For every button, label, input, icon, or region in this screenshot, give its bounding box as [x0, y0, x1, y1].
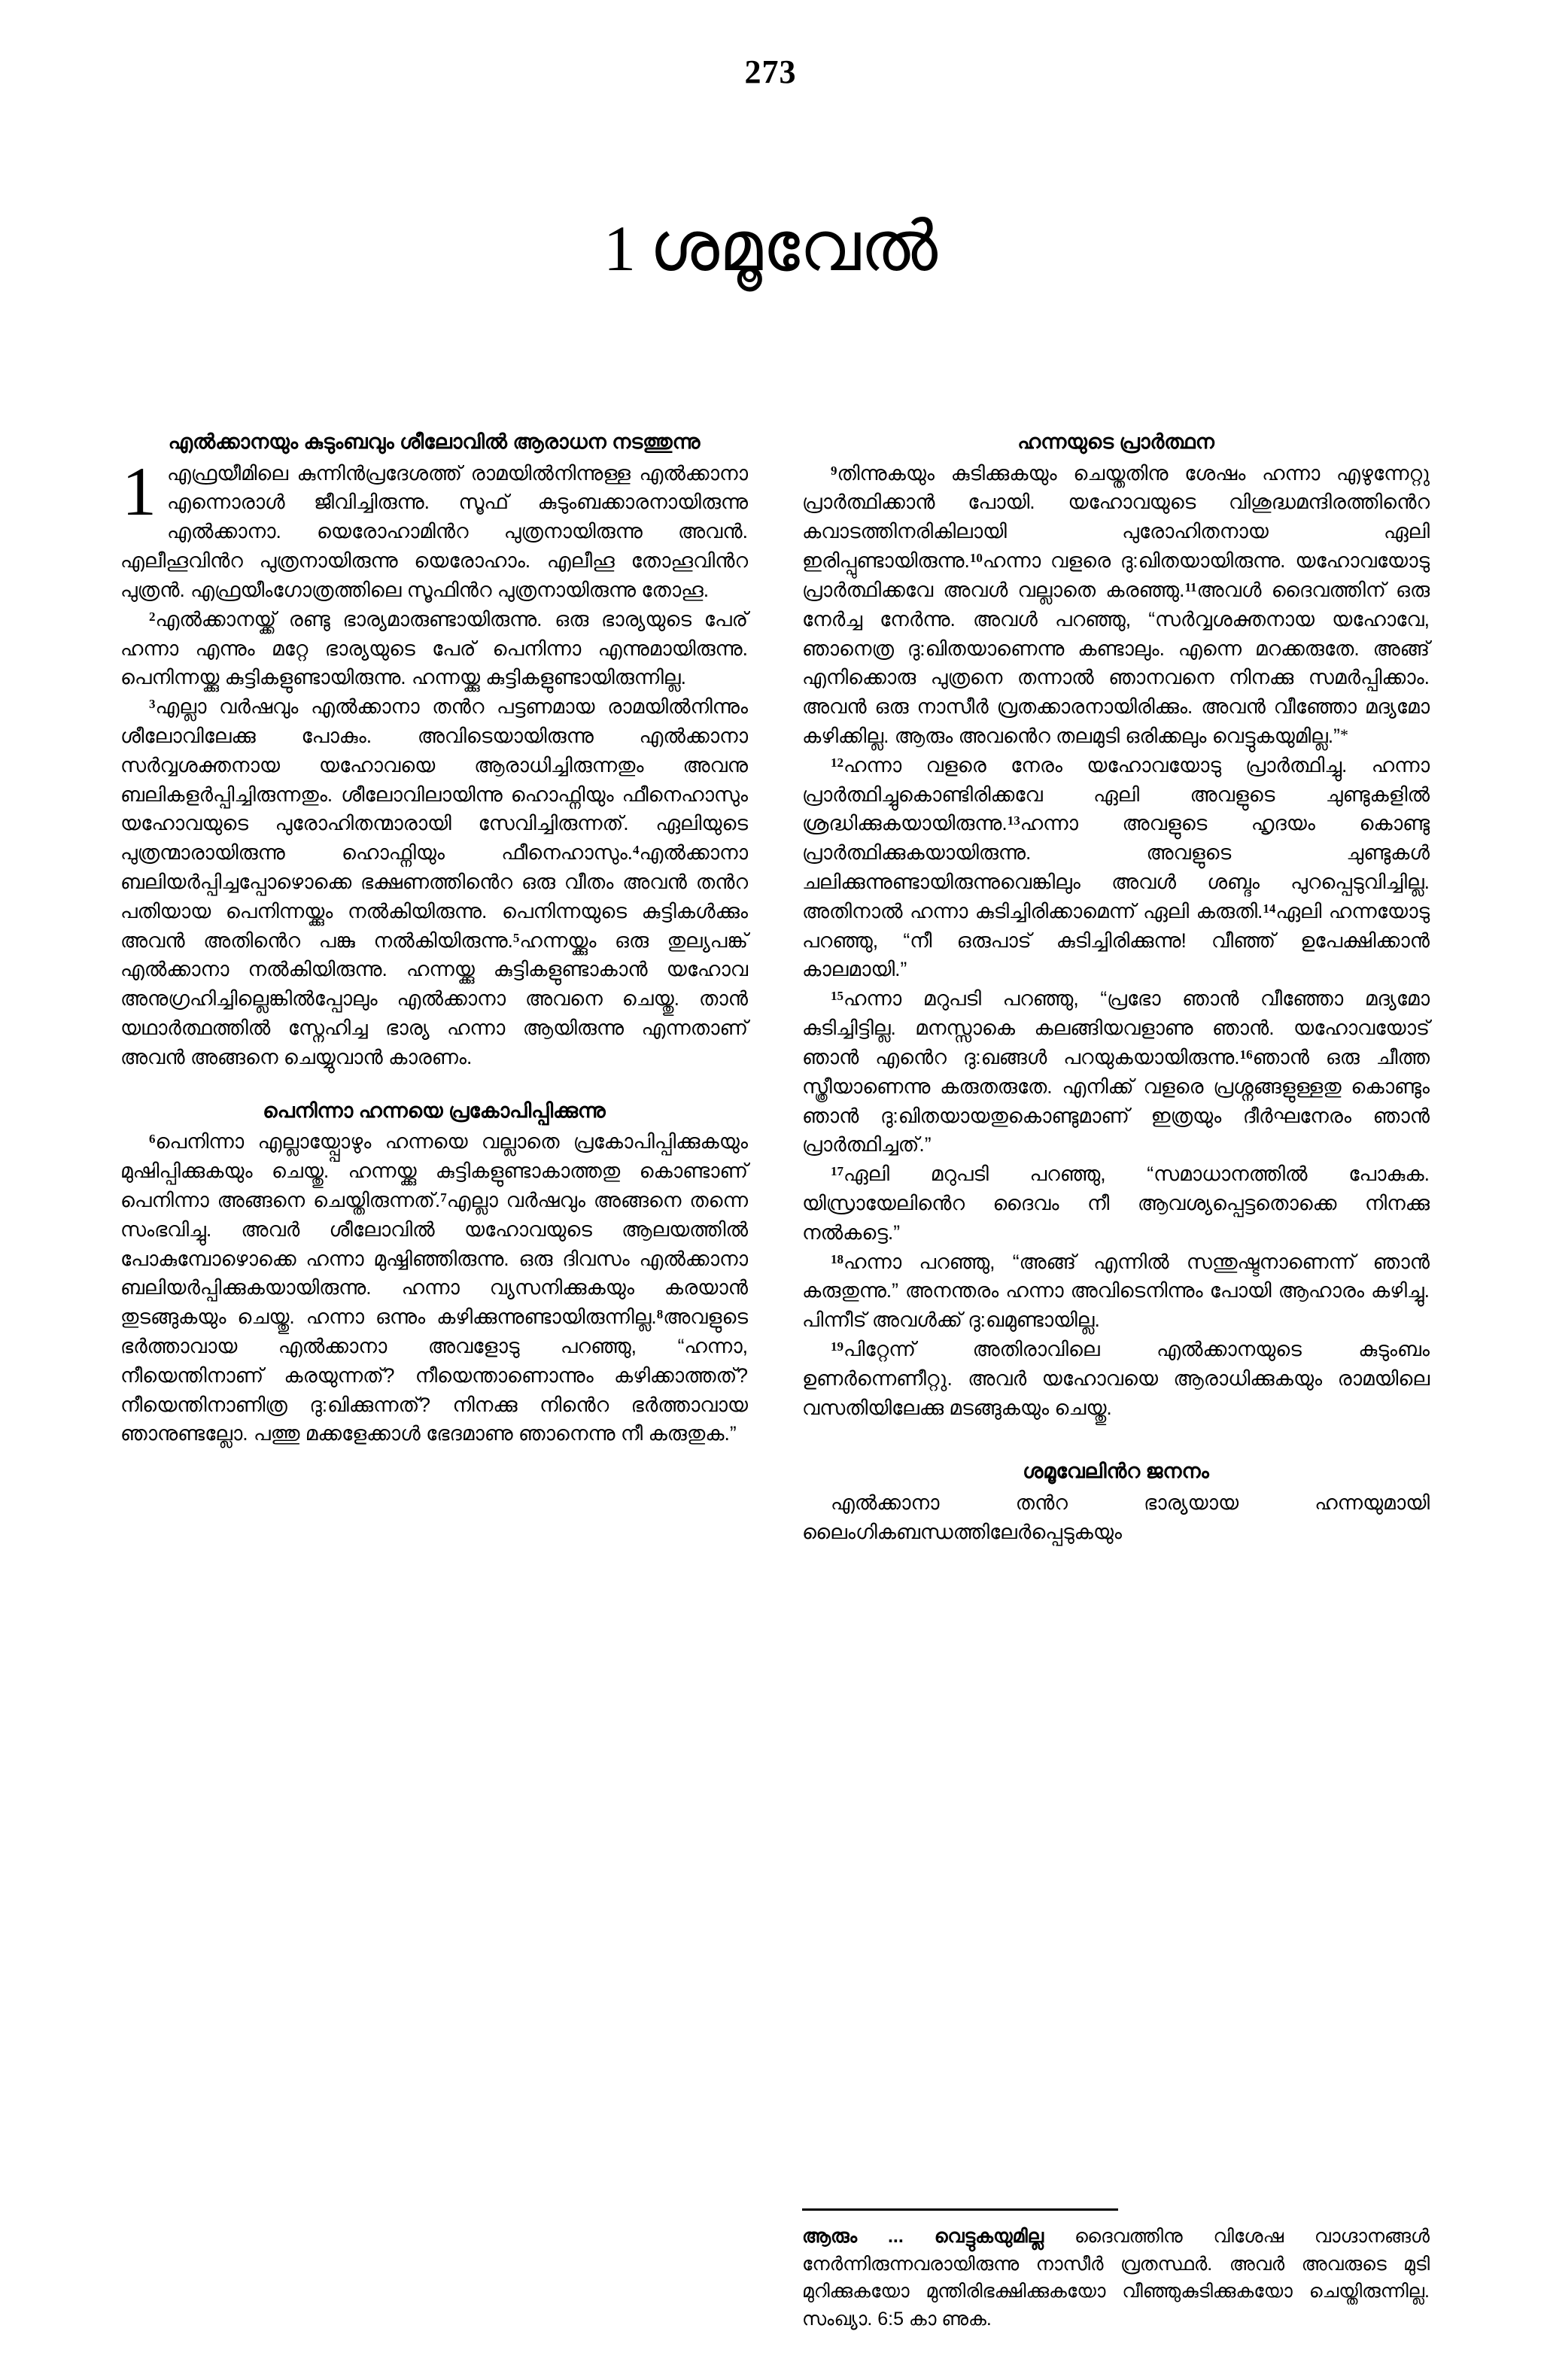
- verse-number: 16: [1239, 1047, 1253, 1062]
- verse-paragraph: [802, 1335, 1430, 1422]
- footnote-lemma: ആരും ... വെട്ടുകയുമില്ല: [802, 2226, 1044, 2247]
- verse-paragraph: [802, 1488, 1430, 1547]
- verse-text: ഹന്നാ അവളുടെ ഹൃദയം കൊണ്ടു പ്രാർത്ഥിക്കുകയായിരുന്നു. അവളുടെ ചുണ്ടുകൾ ചലിക്കുന്നുണ്ടായിരുന്നുവെങ്കിലും അവൾ ശബ്ദം പുറപ്പെടുവിച്ചില്ല. അതിനാൽ ഹന്നാ കുടിച്ചിരിക്കാമെന്ന് ഏലി കരുതി.: [802, 812, 1430, 923]
- text-columns: [120, 429, 1430, 2333]
- verse-text: എല്ലാ വർഷവും എൽക്കാനാ തൻറ പട്ടണമായ രാമയിൽനിന്നും ശീലോവിലേക്കു പോകും. അവിടെയായിരുന്നു എൽക്കാനാ സർവ്വശക്തനായ യഹോവയെ ആരാധിച്ചിരുന്നതും അവനു ബലികളർപ്പിച്ചിരുന്നതും. ശീലോവിലായിന്നു ഹൊഫ്നിയും ഫീനെഹാസും യഹോവയുടെ പുരോഹിതന്മാരായി സേവിച്ചിരുന്നത്. ഏലിയുടെ പുത്രന്മാരായിരുന്നു ഹൊഫ്നിയും ഫീനെഹാസും.: [120, 695, 748, 865]
- verse-paragraph: [802, 984, 1430, 1160]
- chapter-number-dropcap: 1: [122, 452, 157, 530]
- footnote-divider: [802, 2208, 1118, 2211]
- verse-number: 8: [656, 1307, 664, 1322]
- verse-number: 2: [149, 609, 156, 624]
- verse-text: ഹന്നാ പറഞ്ഞു, “അങ്ങ് എന്നിൽ സന്തുഷ്ടനാണെന്ന് ഞാൻ കരുതുന്നു.” അനന്തരം ഹന്നാ അവിടെനിന്നും പോയി ആഹാരം കഴിച്ചു. പിന്നീട് അവൾക്ക് ദു:ഖമുണ്ടായില്ല.: [802, 1250, 1430, 1332]
- verse-text: ഹന്നാ വളരെ നേരം യഹോവയോടു പ്രാർത്ഥിച്ചു. ഹന്നാ പ്രാർത്ഥിച്ചുകൊണ്ടിരിക്കവേ ഏലി അവളുടെ ചുണ്ടുകളിൽ ശ്രദ്ധിക്കുകയായിരുന്നു.: [802, 753, 1430, 835]
- verse-number: 14: [1263, 901, 1276, 916]
- verse-text: അവളുടെ ഭർത്താവായ എൽക്കാനാ അവളോടു പറഞ്ഞു, “ഹന്നാ, നീയെന്തിനാണ് കരയുന്നത്? നീയെന്താണൊന്നും കഴിക്കാത്തത്? നീയെന്തിനാണിത്ര ദു:ഖിക്കുന്നത്? നിനക്കു നിൻെറ ഭർത്താവായ ഞാനുണ്ടല്ലോ. പത്തു മക്കളേക്കാൾ ഭേദമാണു ഞാനെന്നു നീ കരുതുക.”: [120, 1306, 748, 1445]
- verse-number: 5: [512, 930, 520, 945]
- verse-text: എൽക്കാനാ തൻറ ഭാര്യയായ ഹന്നയുമായി ലൈംഗികബന്ധത്തിലേർപ്പെടുകയും: [802, 1491, 1430, 1543]
- footnote-body: ദൈവത്തിനു വിശേഷ വാഗ്ദാനങ്ങൾ നേർന്നിരുന്നവരായിരുന്നു നാസീർ വ്രതസ്ഥർ. അവർ അവരുടെ മുടി മുറിക്കുകയോ മുന്തിരിഭക്ഷിക്കുകയോ വീഞ്ഞുകുടിക്കുകയോ ചെയ്തിരുന്നില്ല. സംഖ്യാ. 6:5 കാ ണുക.: [802, 2226, 1430, 2330]
- verse-number: 13: [1007, 813, 1020, 828]
- verse-number: 15: [831, 989, 843, 1004]
- verse-paragraph: [802, 1248, 1430, 1335]
- verse-text: പിറ്റേന്ന് അതിരാവിലെ എൽക്കാനയുടെ കുടുംബം ഉണർന്നെണീറ്റു. അവർ യഹോവയെ ആരാധിക്കുകയും രാമയിലെ വസതിയിലേക്കു മടങ്ങുകയും ചെയ്തു.: [802, 1338, 1430, 1419]
- verse-number: 18: [831, 1251, 843, 1266]
- verse-number: 10: [969, 551, 983, 566]
- verse-text: ഹന്നാ വളരെ ദു:ഖിതയായിരുന്നു. യഹോവയോടു പ്രാർത്ഥിക്കവേ അവൾ വല്ലാതെ കരഞ്ഞു.: [802, 549, 1430, 601]
- verse-text: എല്ലാ വർഷവും അങ്ങനെ തന്നെ സംഭവിച്ചു. അവർ ശീലോവിൽ യഹോവയുടെ ആലയത്തിൽ പോകുമ്പോഴൊക്കെ ഹന്നാ മുഷ്ഷിഞ്ഞിരുന്നു. ഒരു ദിവസം എൽക്കാനാ ബലിയർപ്പിക്കുകയായിരുന്നു. ഹന്നാ വ്യസനിക്കുകയും കരയാൻ തുടങ്ങുകയും ചെയ്തു. ഹന്നാ ഒന്നും കഴിക്കുന്നുണ്ടായിരുന്നില്ല.: [120, 1188, 748, 1329]
- verse-paragraph: [802, 751, 1430, 985]
- footnote-text: [802, 2223, 1430, 2333]
- section-heading-samuel-birth: ശമൂവേലിൻറ ജനനം: [1023, 1460, 1209, 1483]
- verse-text: ഹന്നാ മറുപടി പറഞ്ഞു, “പ്രഭോ ഞാൻ വീഞ്ഞോ മദ്യമോ കുടിച്ചിട്ടില്ല. മനസ്സാകെ കലങ്ങിയവളാണു ഞാൻ. യഹോവയോട് ഞാൻ എൻെറ ദു:ഖങ്ങൾ പറയുകയായിരുന്നു.: [802, 987, 1430, 1068]
- verse-number: 11: [1184, 579, 1197, 594]
- right-column: [802, 429, 1430, 2333]
- verse-paragraph: [802, 1160, 1430, 1247]
- verse-number: 12: [831, 755, 843, 770]
- section-heading-hanna-prayer: ഹന്നയുടെ പ്രാർത്ഥന: [1017, 430, 1214, 453]
- verse-number: 19: [831, 1339, 843, 1354]
- verse-number: 3: [149, 697, 156, 712]
- verse-number: 6: [149, 1132, 156, 1147]
- verse-text: ഏലി മറുപടി പറഞ്ഞു, “സമാധാനത്തിൽ പോകുക. യിസ്രായേലിൻെറ ദൈവം നീ ആവശ്യപ്പെട്ടതൊക്കെ നിനക്കു നൽകട്ടെ.”: [802, 1163, 1430, 1244]
- verse-text: എൽക്കാനയ്ക്ക് രണ്ടു ഭാര്യമാരുണ്ടായിരുന്നു. ഒരു ഭാര്യയുടെ പേര് ഹന്നാ എന്നും മറ്റേ ഭാര്യയുടെ പേര് പെനിന്നാ എന്നുമായിരുന്നു. പെനിന്നയ്ക്കു കുട്ടികളുണ്ടായിരുന്നു. ഹന്നയ്ക്കു കുട്ടികളുണ്ടായിരുന്നില്ല.: [120, 607, 748, 689]
- footnote-block: [802, 2208, 1430, 2333]
- page-number: 273: [744, 53, 797, 90]
- verse-number: 17: [831, 1164, 843, 1179]
- verse-text: പെനിന്നാ എല്ലായ്പ്പോഴും ഹന്നയെ വല്ലാതെ പ്രകോപിപ്പിക്കുകയും മുഷിപ്പിക്കുകയും ചെയ്തു. ഹന്നയ്ക്കു കുട്ടികളുണ്ടാകാത്തതു കൊണ്ടാണ് പെനിന്നാ അങ്ങനെ ചെയ്തിരുന്നത്.: [120, 1130, 748, 1211]
- book-title-numeral: 1: [603, 212, 636, 284]
- book-title-name: ശമൂവേൽ: [649, 208, 938, 285]
- footnote-marker: *: [1339, 725, 1348, 744]
- verse-text: എൽക്കാനാ ബലിയർപ്പിച്ചപ്പോഴൊക്കെ ഭക്ഷണത്തിൻെറ ഒരു വീതം അവൻ തൻറ പതിയായ പെനിന്നയ്ക്കും നൽകിയിരുന്നു. പെനിന്നയുടെ കുട്ടികൾക്കും അവൻ അതിൻെറ പങ്കു നൽകിയിരുന്നു.: [120, 841, 748, 952]
- left-column: [120, 429, 748, 2333]
- verse-number: 7: [440, 1190, 447, 1205]
- section-heading-peninna-provokes: പെനിന്നാ ഹന്നയെ പ്രകോപിപ്പിക്കുന്നു: [263, 1099, 606, 1122]
- verse-number: 9: [831, 463, 837, 478]
- book-title: [0, 208, 1541, 285]
- verse-text: ഏലി ഹന്നയോടു പറഞ്ഞു, “നീ ഒരുപാട് കുടിച്ചിരിക്കുന്നു! വീഞ്ഞ് ഉപേക്ഷിക്കാൻ കാലമായി.”: [802, 899, 1430, 981]
- verse-paragraph: [802, 459, 1430, 751]
- verse-text: എഫ്രയീമിലെ കുന്നിൻപ്രദേശത്ത് രാമയിൽനിന്നുള്ള എൽക്കാനാ എന്നൊരാൾ ജീവിച്ചിരുന്നു. സൂഫ് കുടുംബക്കാരനായിരുന്നു എൽക്കാനാ. യെരോഹാമിൻറ പുത്രനായിരുന്നു അവൻ. എലീഹൂവിൻറ പുത്രനായിരുന്നു യെരോഹാം. എലീഹൂ തോഹൂവിൻറ പുത്രൻ. എഫ്രയീംഗോത്രത്തിലെ സൂഫിൻറ പുത്രനായിരുന്നു തോഹൂ.: [120, 461, 748, 601]
- verse-paragraph: [120, 692, 748, 1072]
- verse-number: 4: [633, 843, 640, 858]
- verse-paragraph: [120, 452, 748, 605]
- verse-text: ഞാൻ ഒരു ചീത്ത സ്ത്രീയാണെന്നു കരുതരുതേ. എനിക്ക് വളരെ പ്രശ്നങ്ങളുള്ളതു കൊണ്ടും ഞാൻ ദു:ഖിതയായതുകൊണ്ടുമാണ് ഇത്രയും ദീർഘനേരം ഞാൻ പ്രാർത്ഥിച്ചത്.”: [802, 1045, 1430, 1157]
- verse-text: തിന്നുകയും കുടിക്കുകയും ചെയ്തതിനു ശേഷം ഹന്നാ എഴുന്നേറ്റു പ്രാർത്ഥിക്കാൻ പോയി. യഹോവയുടെ വിശുദ്ധമന്ദിരത്തിൻെറ കവാടത്തിനരികിലായി പുരോഹിതനായ ഏലി ഇരിപ്പുണ്ടായിരുന്നു.: [802, 461, 1430, 573]
- verse-text: അവൾ ദൈവത്തിന് ഒരു നേർച്ച നേർന്നു. അവൾ പറഞ്ഞു, “സർവ്വശക്തനായ യഹോവേ, ഞാനെത്ര ദു:ഖിതയാണെന്നു കണ്ടാലും. എന്നെ മറക്കരുതേ. അങ്ങ് എനിക്കൊരു പുത്രനെ തന്നാൽ ഞാനവനെ നിനക്കു സമർപ്പിക്കാം. അവൻ ഒരു നാസീർ വ്രതക്കാരനായിരിക്കും. അവൻ വീഞ്ഞോ മദ്യമോ കഴിക്കില്ല. ആരും അവൻെറ തലമുടി ഒരിക്കലും വെട്ടുകയുമില്ല.”: [802, 578, 1430, 747]
- section-heading-elkana-worship: എൽക്കാനയും കുടുംബവും ശീലോവിൽ ആരാധന നടത്തുന്നു: [168, 430, 701, 453]
- verse-paragraph: [120, 605, 748, 692]
- verse-paragraph: [120, 1127, 748, 1448]
- verse-text: ഹന്നയ്ക്കും ഒരു തുല്യപങ്ക് എൽക്കാനാ നൽകിയിരുന്നു. ഹന്നയ്ക്കു കുട്ടികളുണ്ടാകാൻ യഹോവ അനുഗ്രഹിച്ചില്ലെങ്കിൽപ്പോലും എൽക്കാനാ അവനെ ചെയ്തു. താൻ യഥാർത്ഥത്തിൽ സ്നേഹിച്ച ഭാര്യ ഹന്നാ ആയിരുന്നു എന്നതാണ് അവൻ അങ്ങനെ ചെയ്യുവാൻ കാരണം.: [120, 929, 749, 1068]
